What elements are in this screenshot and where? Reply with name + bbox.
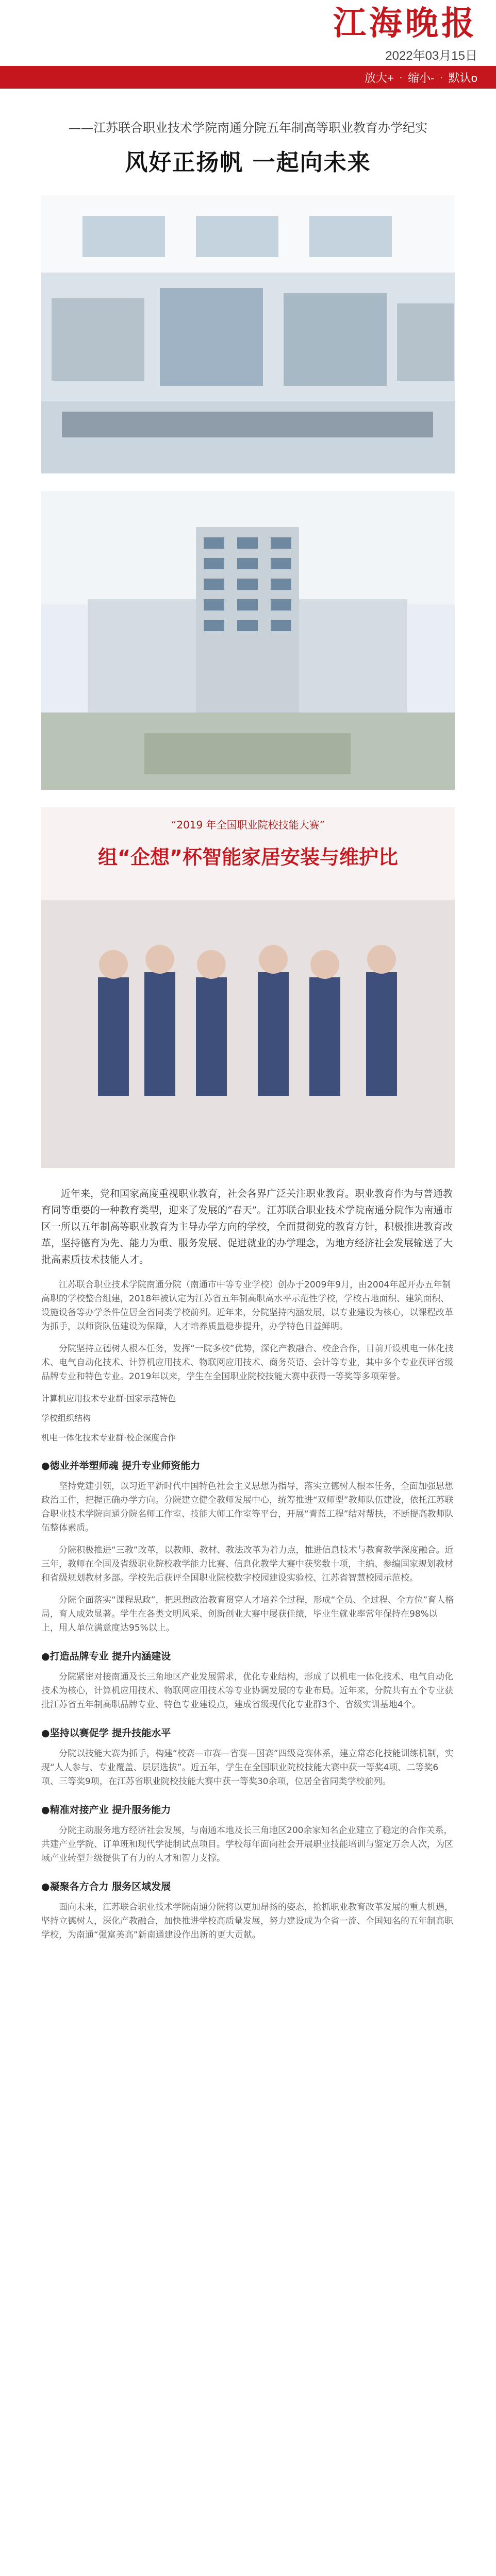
article-subtitle: ——江苏联合职业技术学院南通分院五年制高等职业教育办学纪实 <box>69 121 427 135</box>
masthead <box>0 0 496 66</box>
intro-paragraph: 近年来，党和国家高度重视职业教育，社会各界广泛关注职业教育。职业教育作为与普通教育同等重要的一种教育类型，迎来了发展的“春天”。江苏联合职业技术学院南通分院作为南通市区一所以五年制高等职业教育为主导办学方向的学校，全面贯彻党的教育方针，积极推进教育改革，坚持德育为先、能力为重、服务发展、促进就业的办学理念，为地方经济社会发展输送了大批高素质技术技能人才。 <box>41 1188 453 1265</box>
body-paragraph: 面向未来，江苏联合职业技术学院南通分院将以更加昂扬的姿态，抢抓职业教育改革发展的重大机遇，坚持立德树人，深化产教融合，加快推进学校高质量发展，努力建设成为全省一流、全国知名的五年制高职学校，为南通“强富美高”新南通建设作出新的更大贡献。 <box>41 1902 453 1940</box>
competition-banner-subtext: “2019 年全国职业院校技能大赛” <box>171 819 325 831</box>
body-paragraph: 分院积极推进“三教”改革，以教师、教材、教法改革为着力点，推进信息技术与教育教学深度融合。近三年，教师在全国及省级职业院校教学能力比赛、信息化教学大赛中获奖数十项，主编、参编国家规划教材和省级规划教材多部。学校先后获评全国职业院校数字校园建设实验校、江苏省智慧校园示范校。 <box>41 1545 454 1583</box>
section-heading: ●打造品牌专业 提升内涵建设 <box>41 1651 171 1662</box>
shrink-font-button[interactable]: 缩小- <box>408 71 435 84</box>
outline-item: 学校组织结构 <box>41 1413 91 1423</box>
campus-building-photo <box>41 491 455 790</box>
competition-banner: 组“企想”杯智能家居安装与维护比 <box>98 846 398 869</box>
body-paragraph: 分院以技能大赛为抓手，构建“校赛—市赛—省赛—国赛”四级竞赛体系，建立常态化技能训练机制，实现“人人参与、专业覆盖、层层选拔”。近五年，学生在全国职业院校技能大赛中获一等奖4项、二等奖6项、三等奖9项，在江苏省职业院校技能大赛中获一等奖30余项，位居全省同类学校前列。 <box>41 1749 454 1787</box>
enlarge-font-button[interactable]: 放大+ <box>364 71 394 84</box>
body-paragraph: 分院主动服务地方经济社会发展，与南通本地及长三角地区200余家知名企业建立了稳定的合作关系，共建产业学院、订单班和现代学徒制试点项目。学校每年面向社会开展职业技能培训与鉴定万余人次，为区域产业转型升级提供了有力的人才和智力支撑。 <box>41 1825 453 1863</box>
default-font-button[interactable]: 默认o <box>448 71 477 84</box>
divider: · <box>439 71 443 83</box>
outline-heading: 计算机应用技术专业群·国家示范特色 <box>41 1394 176 1403</box>
newspaper-logo: 江海晚报 <box>333 4 477 43</box>
section-heading: ●德业并举塑师魂 提升专业师资能力 <box>41 1460 201 1471</box>
font-size-toolbar <box>0 66 496 89</box>
body-paragraph: 分院全面落实“课程思政”，把思想政治教育贯穿人才培养全过程，形成“全员、全过程、全方位”育人格局，育人成效显著。学生在各类文明风采、创新创业大赛中屡获佳绩，毕业生就业率常年保持在98%以上，用人单位满意度达95%以上。 <box>41 1595 454 1633</box>
article-title: 风好正扬帆 一起向未来 <box>125 149 371 176</box>
body-paragraph: 江苏联合职业技术学院南通分院（南通市中等专业学校）创办于2009年9月，由2004年起开办五年制高职的学校整合组建，2018年被认定为江苏省五年制高职高水平示范性学校，学校占地面积、建筑面积、设施设备等办学条件位居全省同类学校前列。近年来，分院坚持内涵发展，以专业建设为核心，以课程改革为抓手，以师资队伍建设为保障，人才培养质量稳步提升，办学特色日益鲜明。 <box>41 1280 453 1332</box>
competition-group-photo <box>41 807 455 1168</box>
section-heading: ●精准对接产业 提升服务能力 <box>41 1804 171 1816</box>
article <box>0 117 496 1942</box>
publish-date: 2022年03月15日 <box>385 49 477 63</box>
section-heading: ●凝聚各方合力 服务区域发展 <box>41 1881 171 1892</box>
body-paragraph: 分院紧密对接南通及长三角地区产业发展需求，优化专业结构，形成了以机电一体化技术、电气自动化技术为核心，计算机应用技术、物联网应用技术等专业协调发展的专业布局。近年来，分院共有五个专业获批江苏省五年制高职品牌专业、特色专业建设点，建成省级现代化专业群3个、省级实训基地4个。 <box>41 1672 453 1710</box>
outline-item: 机电一体化技术专业群·校企深度合作 <box>41 1433 176 1443</box>
lab-photo <box>41 195 455 473</box>
body-paragraph: 分院坚持立德树人根本任务，发挥“一院多校”优势，深化产教融合、校企合作，目前开设机电一体化技术、电气自动化技术、计算机应用技术、物联网应用技术、商务英语、会计等专业，其中多个专业获评省级品牌专业和特色专业。2019年以来，学生在全国职业院校技能大赛中获得一等奖等多项荣誉。 <box>41 1344 454 1382</box>
body-paragraph: 坚持党建引领，以习近平新时代中国特色社会主义思想为指导，落实立德树人根本任务，全面加强思想政治工作，把握正确办学方向。分院建立健全教师发展中心，统筹推进“双师型”教师队伍建设，依托江苏联合职业技术学院南通分院名师工作室、技能大师工作室等平台，开展“青蓝工程”结对帮扶，不断提高教师队伍整体素质。 <box>41 1481 454 1533</box>
section-heading: ●坚持以赛促学 提升技能水平 <box>41 1727 171 1739</box>
divider: · <box>399 71 403 83</box>
